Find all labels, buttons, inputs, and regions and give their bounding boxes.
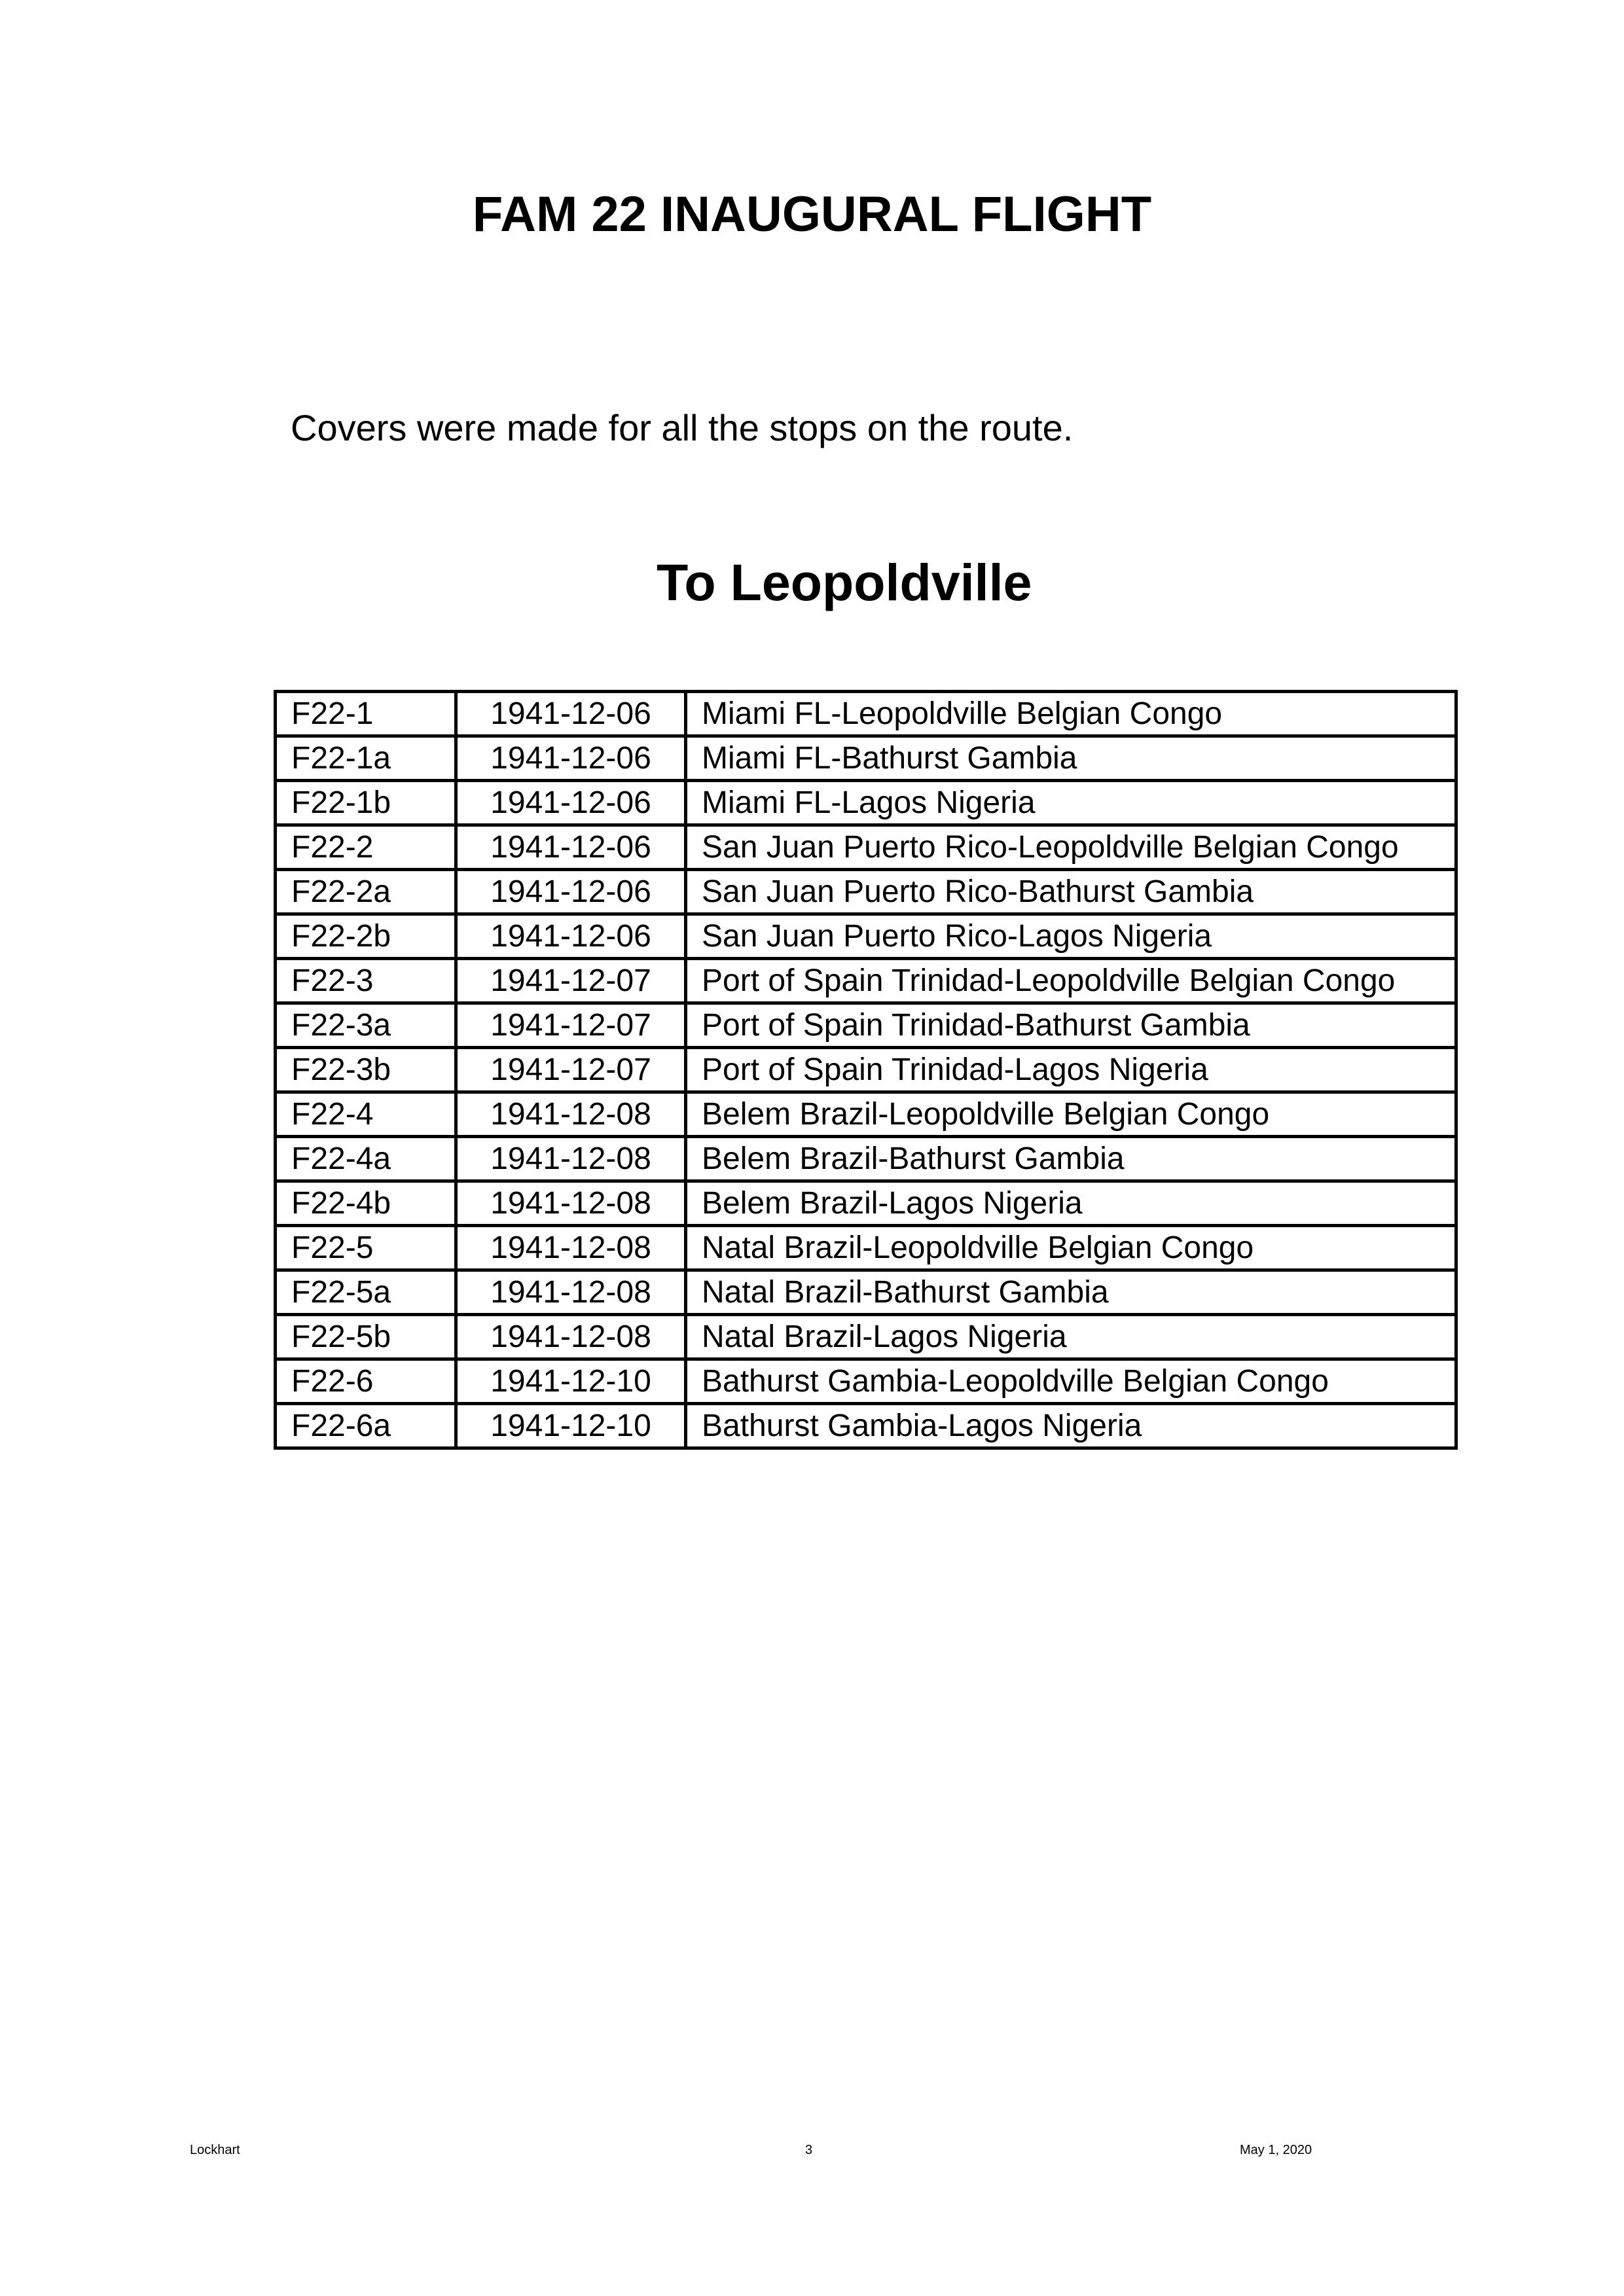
cover-route-cell: San Juan Puerto Rico-Lagos Nigeria xyxy=(686,914,1456,959)
cover-route-cell: Belem Brazil-Bathurst Gambia xyxy=(686,1137,1456,1181)
table-row xyxy=(276,825,1456,870)
cover-date-cell: 1941-12-07 xyxy=(456,959,686,1003)
cover-id-cell: F22-3 xyxy=(276,959,456,1003)
cover-date-cell: 1941-12-07 xyxy=(456,1003,686,1048)
cover-route-cell: Natal Brazil-Leopoldville Belgian Congo xyxy=(686,1226,1456,1270)
cover-route-cell: Port of Spain Trinidad-Leopoldville Belgian Congo xyxy=(686,959,1456,1003)
cover-id-cell: F22-4a xyxy=(276,1137,456,1181)
cover-id-cell: F22-5a xyxy=(276,1270,456,1315)
cover-date-cell: 1941-12-06 xyxy=(456,736,686,781)
cover-id-cell: F22-1a xyxy=(276,736,456,781)
cover-date-cell: 1941-12-08 xyxy=(456,1137,686,1181)
page-title: FAM 22 INAUGURAL FLIGHT xyxy=(472,187,1152,242)
table-row xyxy=(276,1048,1456,1092)
cover-route-cell: Bathurst Gambia-Lagos Nigeria xyxy=(686,1404,1456,1448)
cover-date-cell: 1941-12-08 xyxy=(456,1315,686,1359)
cover-route-cell: San Juan Puerto Rico-Bathurst Gambia xyxy=(686,870,1456,914)
table-row xyxy=(276,1404,1456,1448)
cover-date-cell: 1941-12-06 xyxy=(456,914,686,959)
cover-id-cell: F22-5b xyxy=(276,1315,456,1359)
cover-id-cell: F22-4 xyxy=(276,1092,456,1137)
covers-table xyxy=(274,690,1458,1450)
cover-route-cell: Belem Brazil-Leopoldville Belgian Congo xyxy=(686,1092,1456,1137)
cover-route-cell: Natal Brazil-Lagos Nigeria xyxy=(686,1315,1456,1359)
table-row xyxy=(276,1270,1456,1315)
cover-route-cell: San Juan Puerto Rico-Leopoldville Belgian Congo xyxy=(686,825,1456,870)
cover-route-cell: Bathurst Gambia-Leopoldville Belgian Congo xyxy=(686,1359,1456,1404)
cover-id-cell: F22-2b xyxy=(276,914,456,959)
section-title: To Leopoldville xyxy=(657,553,1032,611)
cover-date-cell: 1941-12-06 xyxy=(456,781,686,825)
cover-date-cell: 1941-12-08 xyxy=(456,1270,686,1315)
cover-id-cell: F22-3a xyxy=(276,1003,456,1048)
cover-date-cell: 1941-12-06 xyxy=(456,870,686,914)
cover-date-cell: 1941-12-08 xyxy=(456,1181,686,1226)
table-row xyxy=(276,781,1456,825)
cover-date-cell: 1941-12-06 xyxy=(456,692,686,736)
footer-date: May 1, 2020 xyxy=(1240,2143,1312,2157)
cover-route-cell: Port of Spain Trinidad-Bathurst Gambia xyxy=(686,1003,1456,1048)
cover-route-cell: Miami FL-Leopoldville Belgian Congo xyxy=(686,692,1456,736)
cover-id-cell: F22-2a xyxy=(276,870,456,914)
table-row xyxy=(276,1181,1456,1226)
footer-page-number: 3 xyxy=(805,2143,813,2157)
table-row xyxy=(276,914,1456,959)
cover-date-cell: 1941-12-07 xyxy=(456,1048,686,1092)
covers-table-body xyxy=(276,692,1456,1448)
cover-date-cell: 1941-12-10 xyxy=(456,1359,686,1404)
table-row xyxy=(276,870,1456,914)
cover-id-cell: F22-6a xyxy=(276,1404,456,1448)
cover-id-cell: F22-3b xyxy=(276,1048,456,1092)
table-row xyxy=(276,1137,1456,1181)
cover-id-cell: F22-1b xyxy=(276,781,456,825)
table-row xyxy=(276,1003,1456,1048)
cover-id-cell: F22-4b xyxy=(276,1181,456,1226)
cover-route-cell: Belem Brazil-Lagos Nigeria xyxy=(686,1181,1456,1226)
table-row xyxy=(276,692,1456,736)
intro-text: Covers were made for all the stops on the route. xyxy=(291,407,1074,448)
table-row xyxy=(276,1092,1456,1137)
table-row xyxy=(276,959,1456,1003)
footer-author: Lockhart xyxy=(190,2143,240,2157)
cover-date-cell: 1941-12-10 xyxy=(456,1404,686,1448)
cover-id-cell: F22-1 xyxy=(276,692,456,736)
cover-route-cell: Miami FL-Lagos Nigeria xyxy=(686,781,1456,825)
cover-date-cell: 1941-12-08 xyxy=(456,1092,686,1137)
cover-id-cell: F22-5 xyxy=(276,1226,456,1270)
cover-route-cell: Natal Brazil-Bathurst Gambia xyxy=(686,1270,1456,1315)
cover-route-cell: Miami FL-Bathurst Gambia xyxy=(686,736,1456,781)
table-row xyxy=(276,1315,1456,1359)
table-row xyxy=(276,736,1456,781)
cover-id-cell: F22-2 xyxy=(276,825,456,870)
cover-route-cell: Port of Spain Trinidad-Lagos Nigeria xyxy=(686,1048,1456,1092)
table-row xyxy=(276,1359,1456,1404)
cover-id-cell: F22-6 xyxy=(276,1359,456,1404)
cover-date-cell: 1941-12-06 xyxy=(456,825,686,870)
table-row xyxy=(276,1226,1456,1270)
cover-date-cell: 1941-12-08 xyxy=(456,1226,686,1270)
